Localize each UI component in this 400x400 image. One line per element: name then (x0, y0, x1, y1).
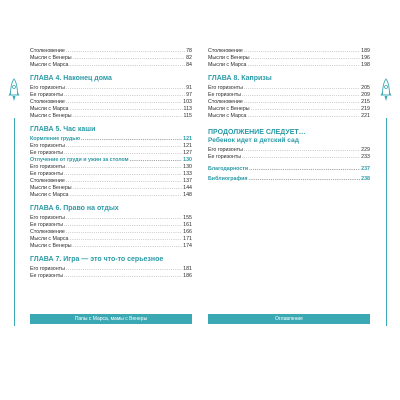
toc-entry: Мысли с Марса ..... 113 (30, 106, 192, 113)
toc-entry: Мысли с Марса ..... 198 (208, 62, 370, 69)
toc-right-page (208, 48, 370, 183)
chapter-subtitle: Ребенок идет в детский сад (208, 137, 299, 144)
toc-entry: Его горизонты ..... 181 (30, 266, 192, 273)
toc-entry: Его горизонты ..... 91 (30, 85, 192, 92)
toc-entry: Мысли с Марса ..... 221 (208, 113, 370, 120)
toc-entry: Мысли с Венеры ..... 144 (30, 185, 192, 192)
chapter-title: ГЛАВА 8. Капризы (208, 75, 272, 82)
chapter-title: ГЛАВА 5. Час каши (30, 126, 96, 133)
page-edge-line (14, 118, 15, 326)
toc-entry: Ее горизонты ..... 97 (30, 92, 192, 99)
toc-left-page (30, 48, 192, 280)
toc-entry: Столкновение ..... 137 (30, 178, 192, 185)
toc-subsection: Кормление грудью ..... 121 (30, 136, 192, 143)
toc-entry: Ее горизонты ..... 209 (208, 92, 370, 99)
chapter-title: ГЛАВА 4. Наконец дома (30, 75, 112, 82)
chapter-title: ПРОДОЛЖЕНИЕ СЛЕДУЕТ… (208, 129, 306, 136)
toc-entry: Столкновение ..... 215 (208, 99, 370, 106)
toc-entry: Ее горизонты ..... 133 (30, 171, 192, 178)
toc-entry: Его горизонты ..... 121 (30, 143, 192, 150)
toc-entry: Ее горизонты ..... 127 (30, 150, 192, 157)
toc-entry: Мысли с Марса ..... 148 (30, 192, 192, 199)
toc-entry: Мысли с Венеры ..... 115 (30, 113, 192, 120)
rocket-icon (8, 78, 20, 118)
page-footer: Папы с Марса, мамы с Венеры (30, 314, 192, 324)
rocket-icon (380, 78, 392, 118)
toc-entry: Мысли с Венеры ..... 196 (208, 55, 370, 62)
toc-entry: Столкновение ..... 166 (30, 229, 192, 236)
toc-entry: Столкновение ..... 78 (30, 48, 192, 55)
toc-entry: Ее горизонты ..... 186 (30, 273, 192, 280)
toc-entry: Его горизонты ..... 205 (208, 85, 370, 92)
toc-entry: Мысли с Марса ..... 84 (30, 62, 192, 69)
toc-entry: Его горизонты ..... 130 (30, 164, 192, 171)
toc-entry: Мысли с Венеры ..... 219 (208, 106, 370, 113)
toc-acknowledgements: Благодарности ..... 237 (208, 166, 370, 173)
toc-entry: Ее горизонты ..... 233 (208, 154, 370, 161)
toc-entry: Его горизонты ..... 229 (208, 147, 370, 154)
toc-bibliography: Библиография ..... 238 (208, 176, 370, 183)
chapter-title: ГЛАВА 6. Право на отдых (30, 205, 119, 212)
toc-subsection: Отлучение от груди и ужин за столом ..... 130 (30, 157, 192, 164)
toc-entry: Столкновение ..... 103 (30, 99, 192, 106)
toc-entry: Столкновение ..... 189 (208, 48, 370, 55)
toc-entry: Его горизонты ..... 155 (30, 215, 192, 222)
page-footer: Оглавление (208, 314, 370, 324)
chapter-title: ГЛАВА 7. Игра — это что-то серьезное (30, 256, 164, 263)
page-edge-line (386, 118, 387, 326)
toc-entry: Ее горизонты ..... 161 (30, 222, 192, 229)
toc-entry: Мысли с Венеры ..... 82 (30, 55, 192, 62)
toc-entry: Мысли с Марса ..... 171 (30, 236, 192, 243)
toc-entry: Мысли с Венеры ..... 174 (30, 243, 192, 250)
